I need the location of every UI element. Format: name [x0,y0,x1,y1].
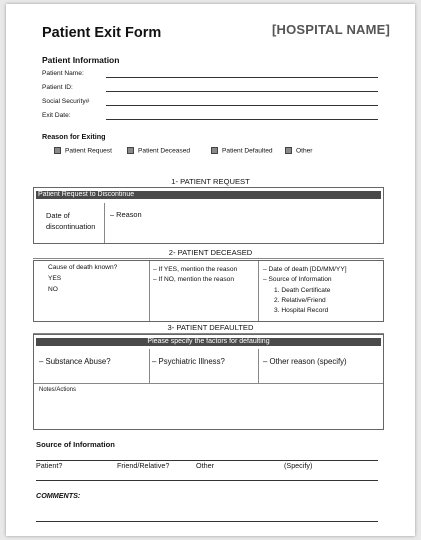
psychiatric-illness-label: – Psychiatric Illness? [152,357,225,366]
no-option[interactable]: NO [48,286,58,293]
hospital-name: [HOSPITAL NAME] [272,22,391,37]
reason-option-request[interactable]: Patient Request [54,147,112,154]
divider [104,203,105,243]
discontinuation-date-label: Date of discontinuation [46,211,96,231]
divider [33,258,384,259]
reason-option-defaulted[interactable]: Patient Defaulted [211,147,273,154]
comments-line[interactable] [36,521,378,522]
divider [149,261,150,321]
reason-heading: Reason for Exiting [42,132,106,141]
reason-option-deceased[interactable]: Patient Deceased [127,147,190,154]
source-death-certificate: 1. Death Certificate [274,287,331,294]
exit-date-label: Exit Date: [42,112,71,119]
divider [258,261,259,321]
patient-name-label: Patient Name: [42,70,84,77]
form-title: Patient Exit Form [42,25,162,41]
ssn-label: Social Security# [42,98,90,105]
divider [34,383,383,384]
source-label: – Source of Information [263,276,332,283]
cause-known-label: Cause of death known? [48,264,118,271]
section1-bar: Patient Request to Discontinue [36,191,381,199]
patient-info-heading: Patient Information [42,55,120,65]
source-other[interactable]: Other [196,461,214,470]
section3-box [33,334,384,430]
ssn-field[interactable] [106,105,378,106]
patient-id-field[interactable] [106,91,378,92]
section3-title: 3- PATIENT DEFAULTED [167,323,254,332]
divider [258,349,259,383]
notes-label: Notes/Actions [39,387,77,393]
source-patient[interactable]: Patient? [36,461,63,470]
source-line[interactable] [36,460,378,461]
checkbox-icon[interactable] [54,147,61,154]
section1-box [33,187,384,244]
substance-abuse-label: – Substance Abuse? [39,357,111,366]
if-no-label: – If NO, mention the reason [153,276,234,283]
section3-bar: Please specify the factors for defaulting [36,338,381,346]
section2-title: 2- PATIENT DECEASED [168,248,253,257]
checkbox-icon[interactable] [127,147,134,154]
source-hospital-record: 3. Hospital Record [274,307,329,314]
divider [149,349,150,383]
section2-box [33,260,384,322]
if-yes-label: – If YES, mention the reason [153,266,238,273]
yes-option[interactable]: YES [48,275,62,282]
source-friend-relative[interactable]: Friend/Relative? [117,461,170,470]
date-of-death-label: – Date of death [DD/MM/YY] [263,266,347,273]
other-reason-label: – Other reason (specify) [263,357,347,366]
exit-date-field[interactable] [106,119,378,120]
source-specify: (Specify) [284,461,313,470]
reason-label: – Reason [110,210,142,219]
source-specify-line[interactable] [36,480,378,481]
form-page [6,4,415,536]
section1-title: 1- PATIENT REQUEST [171,177,250,186]
source-relative: 2. Relative/Friend [274,297,326,304]
checkbox-icon[interactable] [211,147,218,154]
patient-id-label: Patient ID: [42,84,73,91]
comments-label: COMMENTS: [36,491,81,500]
source-heading: Source of Information [36,440,115,449]
patient-name-field[interactable] [106,77,378,78]
checkbox-icon[interactable] [285,147,292,154]
reason-option-other[interactable]: Other [285,147,313,154]
